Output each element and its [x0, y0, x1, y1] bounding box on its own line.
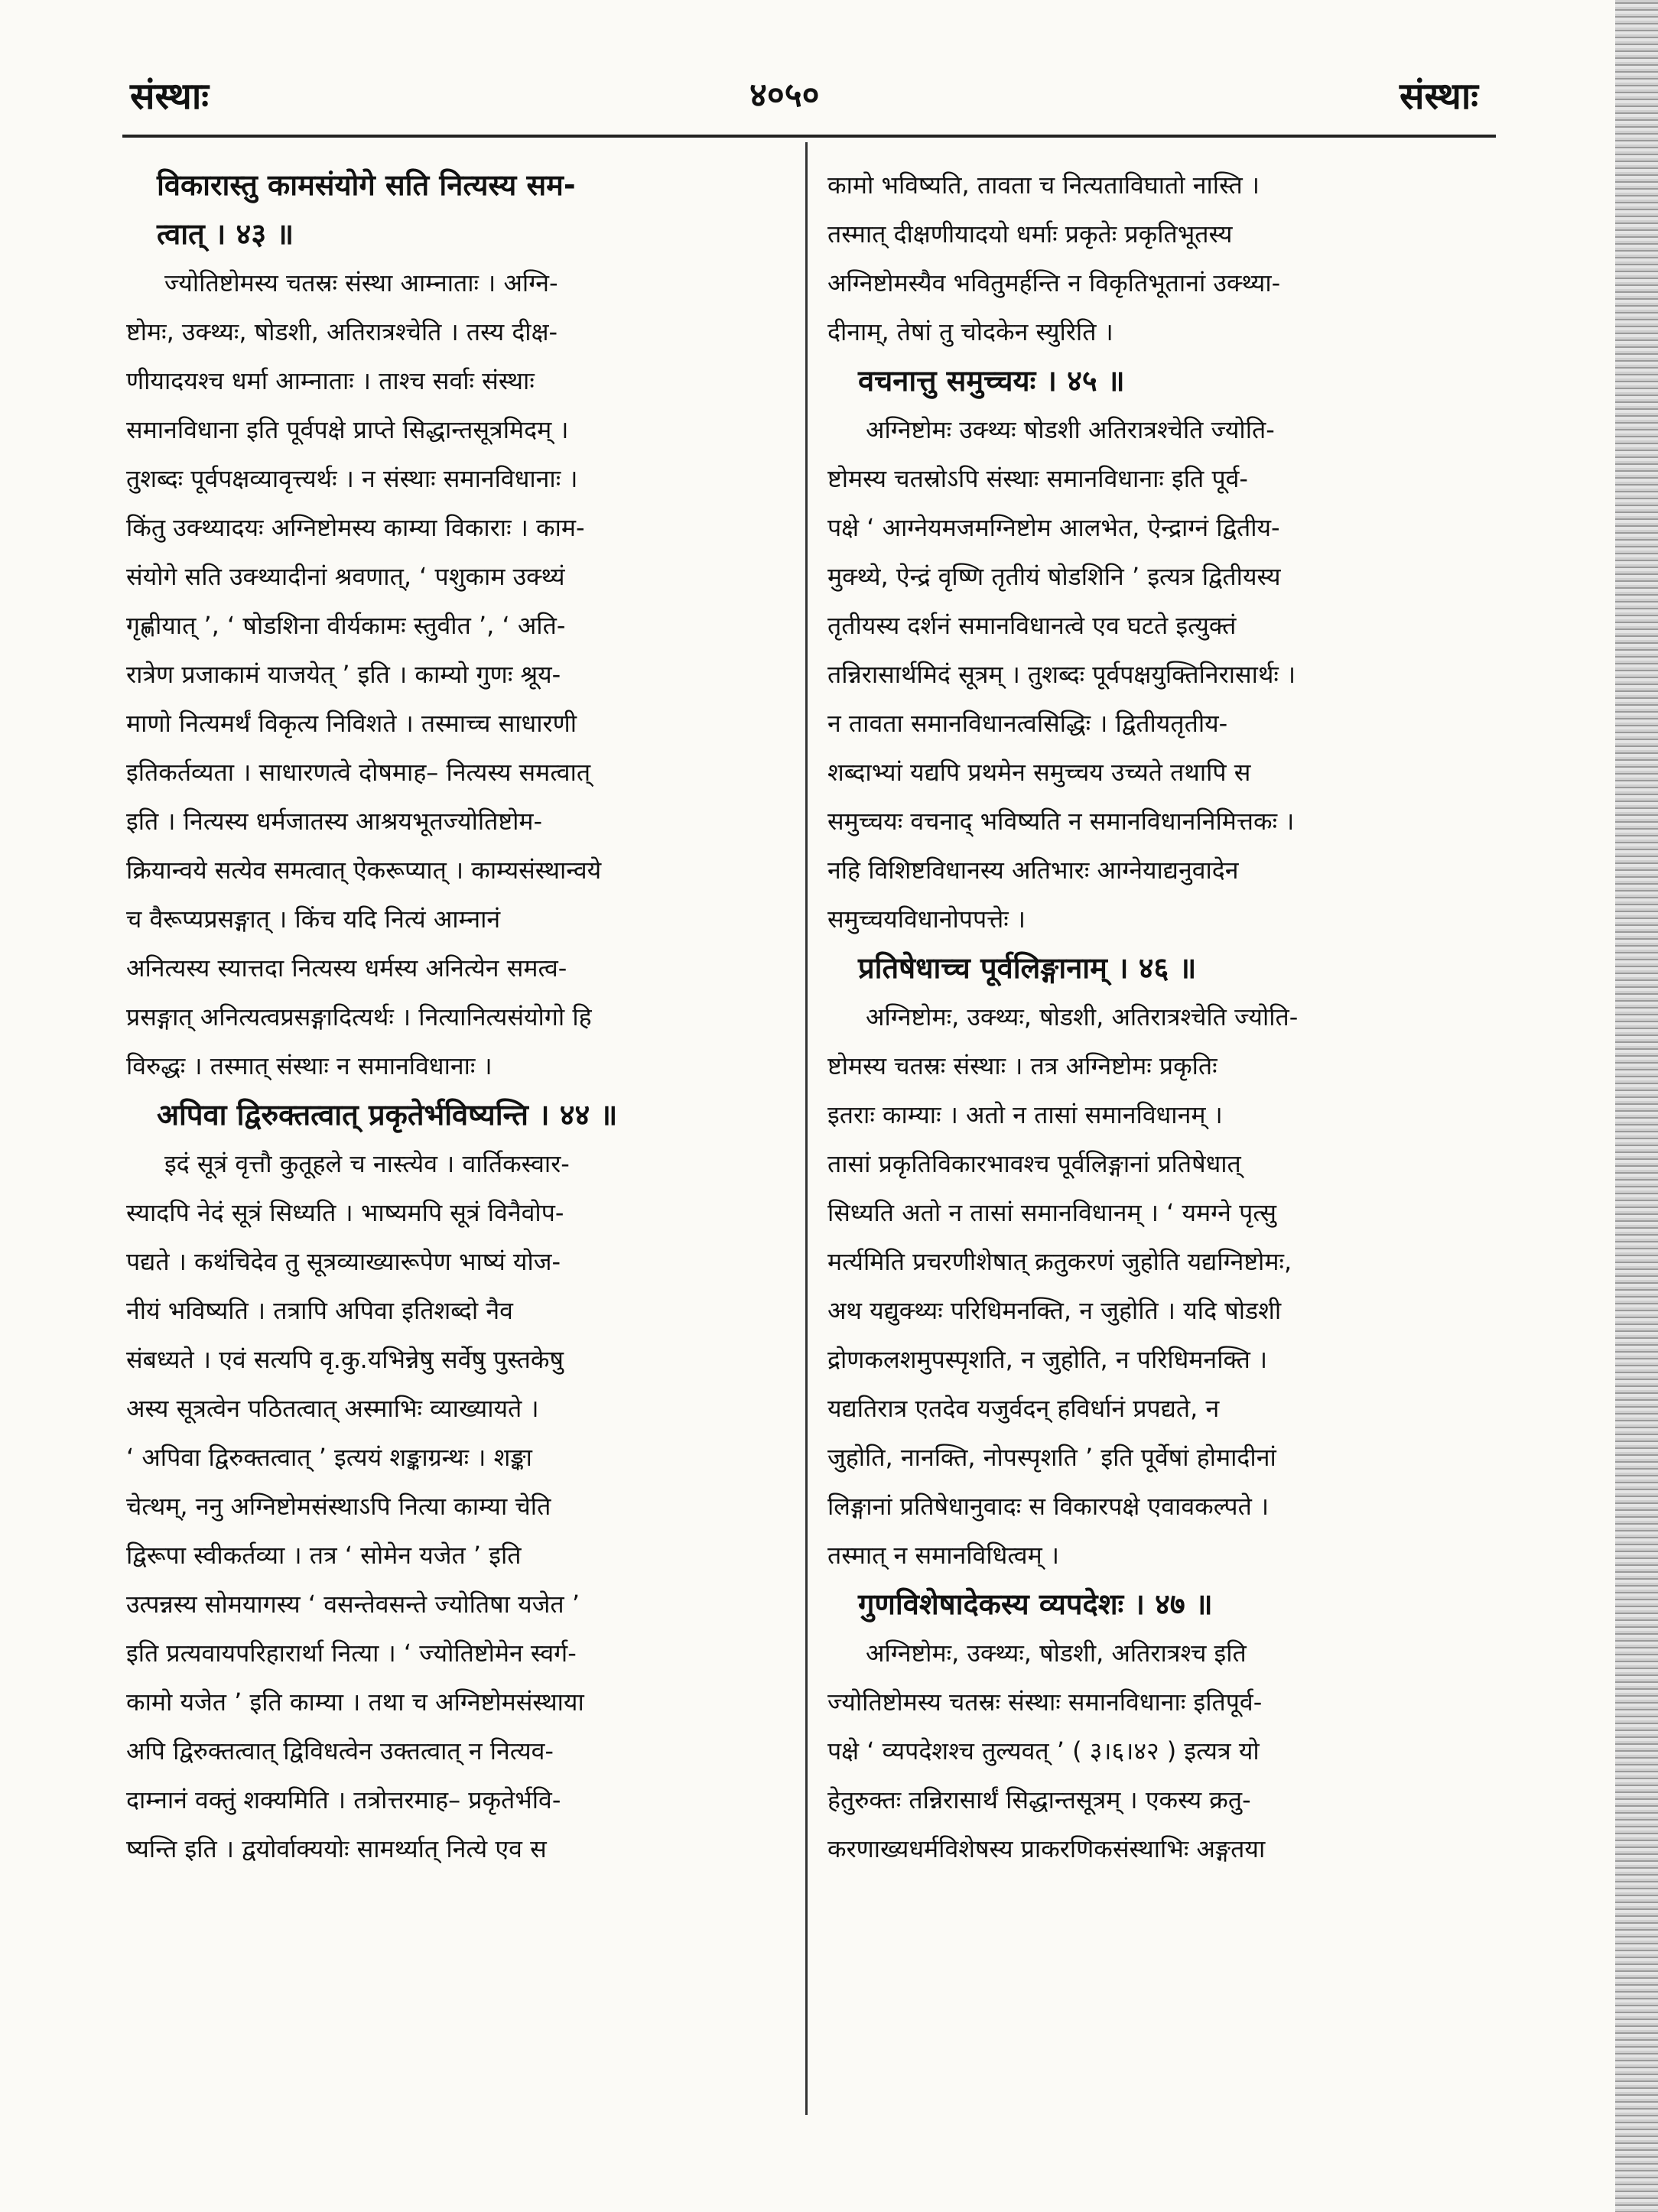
text-line: न तावता समानविधानत्वसिद्धिः । द्वितीयतृतीय- — [827, 709, 1228, 738]
sutra-heading-line: त्वात् । ४३ ॥ — [157, 217, 294, 251]
text-line: कामो भविष्यति, तावता च नित्यताविघातो नास्ति । — [827, 171, 1260, 200]
text-line: करणाख्यधर्मविशेषस्य प्राकरणिकसंस्थाभिः अङ्गतया — [827, 1834, 1266, 1863]
text-line: इति प्रत्यवायपरिहारार्था नित्या । ‘ ज्योतिष्टोमेन स्वर्ग- — [126, 1639, 577, 1668]
text-line: क्रियान्वये सत्येव समत्वात् ऐकरूप्यात् । काम्यसंस्थान्वये — [126, 856, 602, 885]
text-line: समुच्चयः वचनाद् भविष्यति न समानविधाननिमित्तकः । — [827, 807, 1295, 836]
text-line: स्यादपि नेदं सूत्रं सिध्यति । भाष्यमपि सूत्रं विनैवोप- — [126, 1198, 564, 1227]
text-line: उत्पन्नस्य सोमयागस्य ‘ वसन्तेवसन्ते ज्योतिषा यजेत ’ — [126, 1590, 580, 1619]
text-line: णीयादयश्च धर्मा आम्नाताः । ताश्च सर्वाः संस्थाः — [126, 366, 535, 395]
text-line: तासां प्रकृतिविकारभावश्च पूर्वलिङ्गानां प्रतिषेधात् — [827, 1149, 1241, 1178]
text-line: इतराः काम्याः । अतो न तासां समानविधानम् । — [827, 1100, 1223, 1129]
text-line: पक्षे ‘ आग्नेयमजमग्निष्टोम आलभेत, ऐन्द्राग्नं द्वितीय- — [827, 513, 1280, 542]
text-line: शब्दाभ्यां यद्यपि प्रथमेन समुच्चय उच्यते तथापि स — [827, 758, 1251, 787]
text-line: ‘ अपिवा द्विरुक्तत्वात् ’ इत्ययं शङ्काग्रन्थः । शङ्का — [126, 1443, 532, 1472]
text-line: द्विरूपा स्वीकर्तव्या । तत्र ‘ सोमेन यजेत ’ इति — [126, 1541, 522, 1570]
text-line: चेत्थम्, ननु अग्निष्टोमसंस्थाऽपि नित्या काम्या चेति — [126, 1492, 551, 1521]
text-line: अपि द्विरुक्तत्वात् द्विविधत्वेन उक्तत्वात् न नित्यव- — [126, 1736, 554, 1765]
text-line: तस्मात् दीक्षणीयादयो धर्माः प्रकृतेः प्रकृतिभूतस्य — [827, 219, 1233, 248]
text-line: समानविधाना इति पूर्वपक्षे प्राप्ते सिद्धान्तसूत्रमिदम् । — [126, 415, 569, 444]
header-rule — [122, 135, 1496, 138]
header-right-title: संस्थाः — [1400, 75, 1478, 118]
sutra-heading-line: प्रतिषेधाच्च पूर्वलिङ्गानाम् । ४६ ॥ — [858, 951, 1197, 985]
text-line: तस्मात् न समानविधित्वम् । — [827, 1541, 1060, 1570]
text-line: यद्यतिरात्र एतदेव यजुर्वदन् हविर्धानं प्रपद्यते, न — [827, 1394, 1220, 1423]
text-line: कामो यजेत ’ इति काम्या । तथा च अग्निष्टोमसंस्थाया — [126, 1687, 584, 1717]
text-line: दीनाम्, तेषां तु चोदकेन स्युरिति । — [827, 317, 1113, 346]
text-line: दाम्नानं वक्तुं शक्यमिति । तत्रोत्तरमाह– प्रकृतेर्भवि- — [126, 1785, 561, 1814]
page-number: ४०५० — [749, 76, 820, 115]
text-line: अनित्यस्य स्यात्तदा नित्यस्य धर्मस्य अनित्येन समत्व- — [126, 953, 567, 983]
sutra-heading-line: गुणविशेषादेकस्य व्यपदेशः । ४७ ॥ — [858, 1587, 1213, 1621]
text-line: इदं सूत्रं वृत्तौ कुतूहले च नास्त्येव । वार्तिकस्वार- — [164, 1149, 570, 1178]
text-line: तृतीयस्य दर्शनं समानविधानत्वे एव घटते इत्युक्तं — [827, 611, 1237, 640]
text-line: अग्निष्टोमः उक्थ्यः षोडशी अतिरात्रश्चेति ज्योति- — [866, 415, 1275, 444]
sutra-heading-line: अपिवा द्विरुक्तत्वात् प्रकृतेर्भविष्यन्ति । ४४ ॥ — [157, 1098, 618, 1132]
text-line: हेतुरुक्तः तन्निरासार्थं सिद्धान्तसूत्रम् । एकस्य क्रतु- — [827, 1785, 1251, 1814]
text-line: ज्योतिष्टोमस्य चतस्रः संस्था आम्नाताः । अग्नि- — [164, 268, 558, 297]
text-line: पद्यते । कथंचिदेव तु सूत्रव्याख्यारूपेण भाष्यं योज- — [126, 1247, 561, 1276]
text-line: अग्निष्टोमः, उक्थ्यः, षोडशी, अतिरात्रश्च इति — [866, 1639, 1247, 1668]
text-line: विरुद्धः । तस्मात् संस्थाः न समानविधानाः । — [126, 1051, 493, 1080]
text-line: मुक्थ्ये, ऐन्द्रं वृष्णि तृतीयं षोडशिनि ’ इत्यत्र द्वितीयस्य — [827, 562, 1281, 591]
text-line: पक्षे ‘ व्यपदेशश्च तुल्यवत् ’ ( ३।६।४२ ) इत्यत्र यो — [827, 1736, 1260, 1765]
text-line: लिङ्गानां प्रतिषेधानुवादः स विकारपक्षे एवावकल्पते । — [827, 1492, 1270, 1521]
text-line: इतिकर्तव्यता । साधारणत्वे दोषमाह– नित्यस्य समत्वात् — [126, 758, 591, 787]
text-line: अग्निष्टोमस्यैव भवितुमर्हन्ति न विकृतिभूतानां उक्थ्या- — [827, 268, 1281, 297]
page-edge-scan — [1615, 0, 1658, 2212]
sutra-heading-line: विकारास्तु कामसंयोगे सति नित्यस्य सम- — [157, 168, 576, 202]
sutra-heading-line: वचनात्तु समुच्चयः । ४५ ॥ — [858, 364, 1125, 398]
text-line: ष्टोमस्य चतस्रोऽपि संस्थाः समानविधानाः इति पूर्व- — [827, 464, 1248, 493]
text-line: ष्टोमस्य चतस्रः संस्थाः । तत्र अग्निष्टोमः प्रकृतिः — [827, 1051, 1217, 1080]
text-line: सिध्यति अतो न तासां समानविधानम् । ‘ यमग्ने पृत्सु — [827, 1198, 1277, 1227]
text-line: ष्टोमः, उक्थ्यः, षोडशी, अतिरात्रश्चेति । तस्य दीक्ष- — [126, 317, 558, 346]
text-line: संयोगे सति उक्थ्यादीनां श्रवणात्, ‘ पशुकाम उक्थ्यं — [126, 562, 565, 591]
text-line: तन्निरासार्थमिदं सूत्रम् । तुशब्दः पूर्वपक्षयुक्तिनिरासार्थः । — [827, 660, 1296, 689]
text-line: अस्य सूत्रत्वेन पठितत्वात् अस्माभिः व्याख्यायते । — [126, 1394, 539, 1423]
text-line: प्रसङ्गात् अनित्यत्वप्रसङ्गादित्यर्थः । नित्यानित्यसंयोगो हि — [126, 1002, 592, 1031]
column-divider — [805, 142, 808, 2115]
text-line: रात्रेण प्रजाकामं याजयेत् ’ इति । काम्यो गुणः श्रूय- — [126, 660, 561, 689]
text-line: गृह्णीयात् ’, ‘ षोडशिना वीर्यकामः स्तुवीत ’, ‘ अति- — [126, 611, 566, 640]
text-line: अथ यद्युक्थ्यः परिधिमनक्ति, न जुहोति । यदि षोडशी — [827, 1296, 1282, 1325]
right-column — [827, 161, 1497, 1873]
text-line: नीयं भविष्यति । तत्रापि अपिवा इतिशब्दो नैव — [126, 1296, 513, 1325]
text-line: माणो नित्यमर्थं विकृत्य निविशते । तस्माच्च साधारणी — [126, 709, 577, 738]
text-line: ज्योतिष्टोमस्य चतस्रः संस्थाः समानविधानाः इतिपूर्व- — [827, 1687, 1263, 1717]
text-line: अग्निष्टोमः, उक्थ्यः, षोडशी, अतिरात्रश्चेति ज्योति- — [866, 1002, 1299, 1031]
header-left-title: संस्थाः — [130, 75, 209, 118]
text-line: जुहोति, नानक्ति, नोपस्पृशति ’ इति पूर्वेषां होमादीनां — [827, 1443, 1276, 1472]
text-line: संबध्यते । एवं सत्यपि वृ.कु.यभिन्नेषु सर्वेषु पुस्तकेषु — [126, 1345, 564, 1374]
text-line: ष्यन्ति इति । द्वयोर्वाक्ययोः सामर्थ्यात् नित्ये एव स — [126, 1834, 547, 1863]
text-line: मर्त्यमिति प्रचरणीशेषात् क्रतुकरणं जुहोति यद्यग्निष्टोमः, — [827, 1247, 1292, 1276]
text-line: च वैरूप्यप्रसङ्गात् । किंच यदि नित्यं आम्नानं — [126, 905, 501, 934]
text-line: तुशब्दः पूर्वपक्षव्यावृत्त्यर्थः । न संस्थाः समानविधानाः । — [126, 464, 578, 493]
text-line: द्रोणकलशमुपस्पृशति, न जुहोति, न परिधिमनक्ति । — [827, 1345, 1268, 1374]
text-line: किंतु उक्थ्यादयः अग्निष्टोमस्य काम्या विकाराः । काम- — [126, 513, 585, 542]
text-line: इति । नित्यस्य धर्मजातस्य आश्रयभूतज्योतिष्टोम- — [126, 807, 543, 836]
text-line: समुच्चयविधानोपपत्तेः । — [827, 905, 1026, 934]
left-column — [126, 161, 796, 1873]
text-line: नहि विशिष्टविधानस्य अतिभारः आग्नेयाद्यनुवादेन — [827, 856, 1239, 885]
